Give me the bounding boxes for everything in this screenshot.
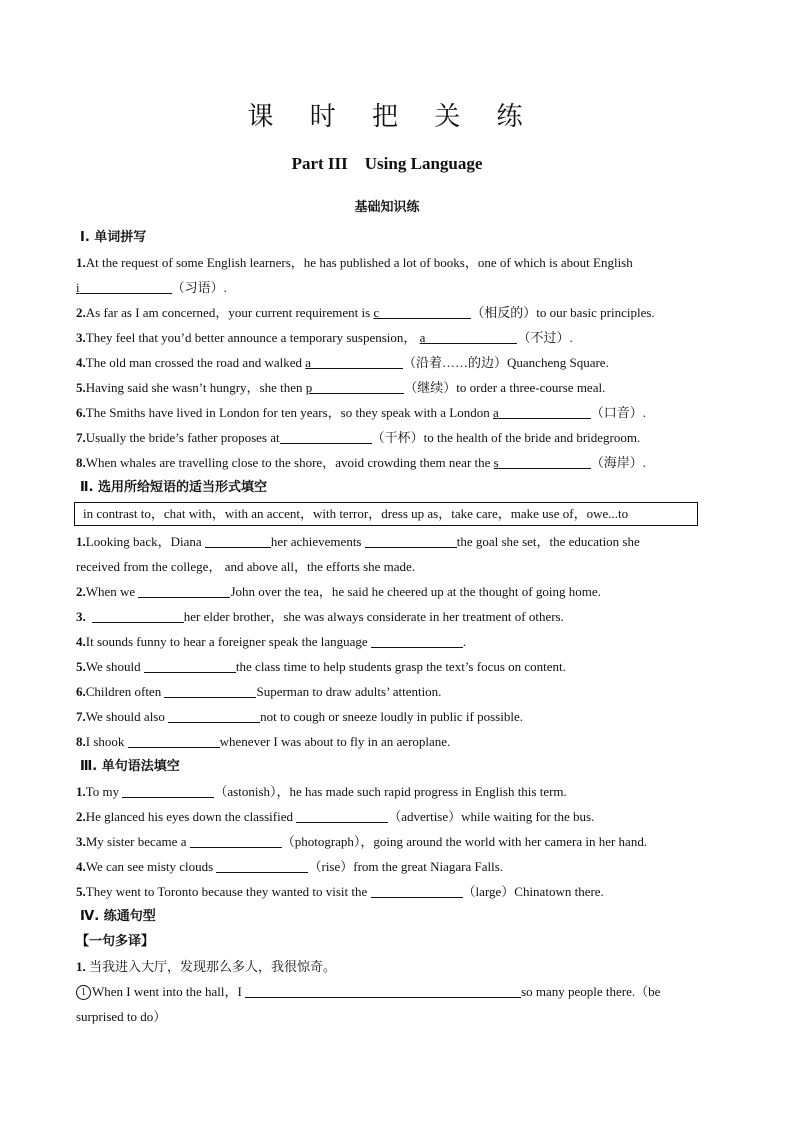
answer-blank[interactable]: [205, 533, 271, 548]
s2-question-8: [76, 729, 698, 754]
s3-question-2: [76, 804, 698, 829]
subsection-heading: 【一句多译】: [76, 934, 155, 949]
s2-question-7: [76, 704, 698, 729]
question-number: 7.: [76, 430, 86, 445]
answer-blank[interactable]: [128, 733, 220, 748]
s2-question-2: [76, 579, 698, 604]
question-text: （干杯）to the health of the bride and bridegroom.: [371, 430, 641, 445]
worksheet-page: [76, 96, 698, 1029]
section-title: 基础知识练: [354, 200, 420, 215]
s1-question-4: [76, 350, 698, 375]
question-number: 8.: [76, 734, 86, 749]
question-text: （习语）.: [171, 280, 227, 295]
s2-question-5: [76, 654, 698, 679]
question-text: （不过）.: [517, 330, 573, 345]
question-text: （large）Chinatown there.: [462, 884, 604, 899]
question-number: 2.: [76, 584, 86, 599]
question-text: Looking back，Diana: [85, 534, 205, 549]
question-text: The Smiths have lived in London for ten years，so they speak with a London: [85, 405, 494, 420]
hint-letter: s: [493, 455, 499, 470]
answer-blank[interactable]: [499, 404, 591, 419]
question-text: When I went into the hall，I: [92, 984, 246, 999]
question-text: When we: [85, 584, 139, 599]
answer-blank[interactable]: [371, 633, 463, 648]
question-text: （相反的）to our basic principles.: [471, 305, 655, 320]
s3-question-4: [76, 854, 698, 879]
answer-blank[interactable]: [312, 379, 404, 394]
s1-question-2: [76, 300, 698, 325]
question-chinese: 当我进入大厅，发现那么多人，我很惊奇。: [89, 959, 337, 974]
section-1-heading: Ⅰ. 单词拼写: [80, 230, 147, 245]
question-number: 1.: [76, 534, 86, 549]
question-text: not to cough or sneeze loudly in public if possible.: [260, 709, 523, 724]
s2-question-1-cont: [76, 554, 698, 579]
phrase-box: in contrast to，chat with，with an accent，with terror，dress up as，take care，make use of，owe...to: [74, 502, 698, 526]
question-text: The old man crossed the road and walked: [85, 355, 306, 370]
question-text: （海岸）.: [590, 455, 646, 470]
answer-blank[interactable]: [499, 454, 591, 469]
question-text: surprised to do）: [76, 1009, 167, 1024]
answer-blank[interactable]: [296, 808, 388, 823]
question-text: Usually the bride’s father proposes at: [85, 430, 280, 445]
answer-blank[interactable]: [365, 533, 457, 548]
section-3-heading: Ⅲ. 单句语法填空: [80, 759, 180, 774]
question-text: They feel that you’d better announce a temporary suspension，: [85, 330, 417, 345]
question-text: （沿着……的边）Quancheng Square.: [403, 355, 609, 370]
question-text: He glanced his eyes down the classified: [85, 809, 297, 824]
answer-blank[interactable]: [245, 983, 521, 998]
section-2-heading: Ⅱ. 选用所给短语的适当形式填空: [80, 480, 268, 495]
question-number: 1.: [76, 784, 86, 799]
question-text: When whales are travelling close to the shore，avoid crowding them near the: [85, 455, 494, 470]
question-number: 8.: [76, 455, 86, 470]
section-4-heading: Ⅳ. 练通句型: [80, 909, 156, 924]
question-text: the goal she set，the education she: [456, 534, 640, 549]
question-number: 5.: [76, 659, 86, 674]
question-number: 7.: [76, 709, 86, 724]
answer-blank[interactable]: [80, 279, 172, 294]
answer-blank[interactable]: [138, 583, 230, 598]
question-number: 2.: [76, 809, 86, 824]
question-number: 4.: [76, 859, 86, 874]
question-text: They went to Toronto because they wanted to visit the: [85, 884, 371, 899]
question-text: Children often: [85, 684, 165, 699]
answer-blank[interactable]: [280, 429, 372, 444]
question-number: 6.: [76, 405, 86, 420]
s2-question-1: [76, 529, 698, 554]
question-text: Superman to draw adults’ attention.: [256, 684, 442, 699]
question-text: （继续）to order a three-course meal.: [404, 380, 606, 395]
s1-question-1: [76, 250, 698, 275]
question-text: （photograph），going around the world with her camera in her hand.: [281, 834, 648, 849]
answer-blank[interactable]: [122, 783, 214, 798]
question-text: her achievements: [270, 534, 365, 549]
s4-question-1: [76, 954, 698, 979]
answer-blank[interactable]: [216, 858, 308, 873]
question-text: （astonish），he has made such rapid progress in English this term.: [214, 784, 567, 799]
question-text: As far as I am concerned，your current requirement is: [85, 305, 374, 320]
answer-blank[interactable]: [311, 354, 403, 369]
question-number: 5.: [76, 380, 86, 395]
question-text: so many people there.（be: [521, 984, 661, 999]
answer-blank[interactable]: [425, 329, 517, 344]
s1-question-6: [76, 400, 698, 425]
question-number: 3.: [76, 330, 86, 345]
s2-question-4: [76, 629, 698, 654]
question-text: （口音）.: [590, 405, 647, 420]
s4-question-1-cont: [76, 1004, 698, 1029]
hint-letter: p: [305, 380, 313, 395]
s1-question-5: [76, 375, 698, 400]
question-text: We should: [85, 659, 144, 674]
question-number: 5.: [76, 884, 86, 899]
question-text: At the request of some English learners，he has published a lot of books，one of which is about English: [85, 255, 633, 270]
question-number: 6.: [76, 684, 86, 699]
s4-question-1-translation: [76, 979, 698, 1004]
hint-letter: i: [76, 280, 80, 295]
page-title: 课 时 把 关 练: [247, 102, 537, 132]
question-text: We should also: [85, 709, 169, 724]
question-text: Having said she wasn’t hungry，she then: [85, 380, 306, 395]
s3-question-5: [76, 879, 698, 904]
question-number: 4.: [76, 634, 86, 649]
answer-blank[interactable]: [92, 608, 184, 623]
s1-question-1-cont: [76, 275, 698, 300]
s3-question-3: [76, 829, 698, 854]
answer-blank[interactable]: [164, 683, 256, 698]
question-text: whenever I was about to fly in an aeroplane.: [219, 734, 451, 749]
hint-letter: c: [373, 305, 380, 320]
question-text: （advertise）while waiting for the bus.: [388, 809, 595, 824]
s3-question-1: [76, 779, 698, 804]
circled-number-icon: 1: [76, 985, 91, 1000]
hint-letter: a: [305, 355, 312, 370]
question-number: 3.: [76, 609, 86, 624]
question-text: It sounds funny to hear a foreigner speak the language: [85, 634, 371, 649]
answer-blank[interactable]: [371, 883, 463, 898]
question-text: received from the college， and above all，the efforts she made.: [76, 559, 416, 574]
question-number: 1.: [76, 255, 86, 270]
answer-blank[interactable]: [379, 304, 471, 319]
question-text: To my: [85, 784, 123, 799]
question-text: her elder brother，she was always considerate in her treatment of others.: [183, 609, 564, 624]
question-text: My sister became a: [85, 834, 190, 849]
question-text: I shook: [85, 734, 128, 749]
answer-blank[interactable]: [168, 708, 260, 723]
question-text: John over the tea，he said he cheered up at the thought of going home.: [230, 584, 601, 599]
s1-question-8: [76, 450, 698, 475]
page-subtitle: Part III Using Language: [291, 154, 483, 173]
question-text: .: [462, 634, 467, 649]
question-number: 4.: [76, 355, 86, 370]
question-text: We can see misty clouds: [85, 859, 217, 874]
question-text: the class time to help students grasp the text’s focus on content.: [235, 659, 566, 674]
hint-letter: a: [493, 405, 499, 420]
question-number: 2.: [76, 305, 86, 320]
s1-question-7: [76, 425, 698, 450]
s2-question-6: [76, 679, 698, 704]
question-text: （rise）from the great Niagara Falls.: [308, 859, 504, 874]
answer-blank[interactable]: [144, 658, 236, 673]
s2-question-3: [76, 604, 698, 629]
question-number: 1.: [76, 959, 86, 974]
answer-blank[interactable]: [190, 833, 282, 848]
s1-question-3: [76, 325, 698, 350]
hint-letter: a: [419, 330, 426, 345]
question-number: 3.: [76, 834, 86, 849]
